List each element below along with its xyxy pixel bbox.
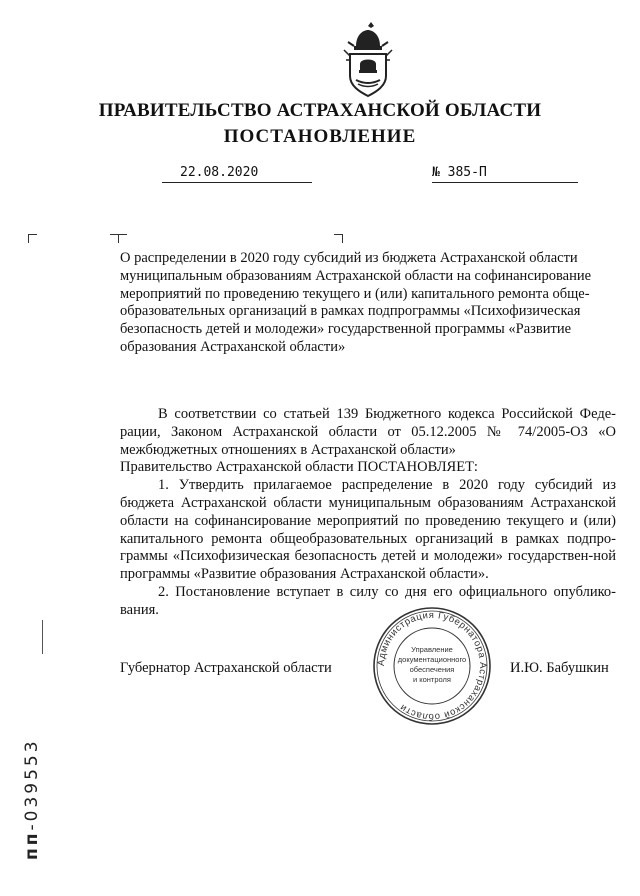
corner-mark bbox=[28, 234, 37, 243]
clause-2: 2. Постановление вступает в силу со дня его официального опублико-вания. bbox=[120, 583, 616, 618]
government-title: ПРАВИТЕЛЬСТВО АСТРАХАНСКОЙ ОБЛАСТИ bbox=[98, 100, 542, 121]
resolution-line: Правительство Астраханской области ПОСТАНОВЛЯЕТ: bbox=[120, 459, 478, 476]
decree-date: 22.08.2020 bbox=[180, 165, 259, 180]
stamp-line-4: и контроля bbox=[412, 675, 452, 684]
registration-digits: -039553 bbox=[22, 738, 42, 831]
document-type-title: ПОСТАНОВЛЕНИЕ bbox=[223, 126, 417, 147]
stamp-line-3: обеспечения bbox=[409, 665, 455, 674]
preamble-paragraph: В соответствии со статьей 139 Бюджетного кодекса Российской Феде-рации, Законом Астраханской области от 05.12.2005 № 74/2005-ОЗ «О межбюджетных отношениях в Астраханской области» bbox=[120, 406, 616, 458]
stamp-line-2: документационного bbox=[397, 655, 467, 664]
decree-number: № 385-П bbox=[432, 165, 487, 180]
decree-subject: О распределении в 2020 году субсидий из бюджета Астраханской области муниципальным образованиям Астраханской области на софинансирование мероприятий по проведению текущего и (или) капитального ремонта обще-образовательных организаций в рамках подпрограммы «Психофизическая безопасность детей и молодежи» государственной программы «Развитие образования Астраханской области» bbox=[120, 250, 592, 355]
official-stamp bbox=[370, 604, 494, 728]
decree-body bbox=[120, 406, 616, 620]
signer-name: И.Ю. Бабушкин bbox=[510, 660, 609, 676]
stamp-line-1: Управление bbox=[411, 645, 453, 654]
registration-number bbox=[22, 738, 42, 860]
signer-position: Губернатор Астраханской области bbox=[120, 660, 332, 676]
corner-mark bbox=[334, 234, 343, 243]
margin-mark bbox=[42, 620, 43, 654]
coat-of-arms-emblem bbox=[340, 20, 396, 98]
clause-1: 1. Утвердить прилагаемое распределение в 2020 году субсидий из бюджета Астраханской области муниципальным образованиям Астраханской области на софинансирование мероприятий по проведению текущего и (или) капитального ремонта общеобразовательных организаций в рамках подпро-граммы «Психофизическая безопасность детей и молодежи» государствен-ной программы «Развитие образования Астраханской области». bbox=[120, 477, 616, 583]
corner-mark bbox=[118, 234, 127, 243]
stamp-ring-text: Администрация Губернатора Астраханской области bbox=[375, 609, 489, 723]
registration-prefix: пп bbox=[22, 830, 42, 860]
